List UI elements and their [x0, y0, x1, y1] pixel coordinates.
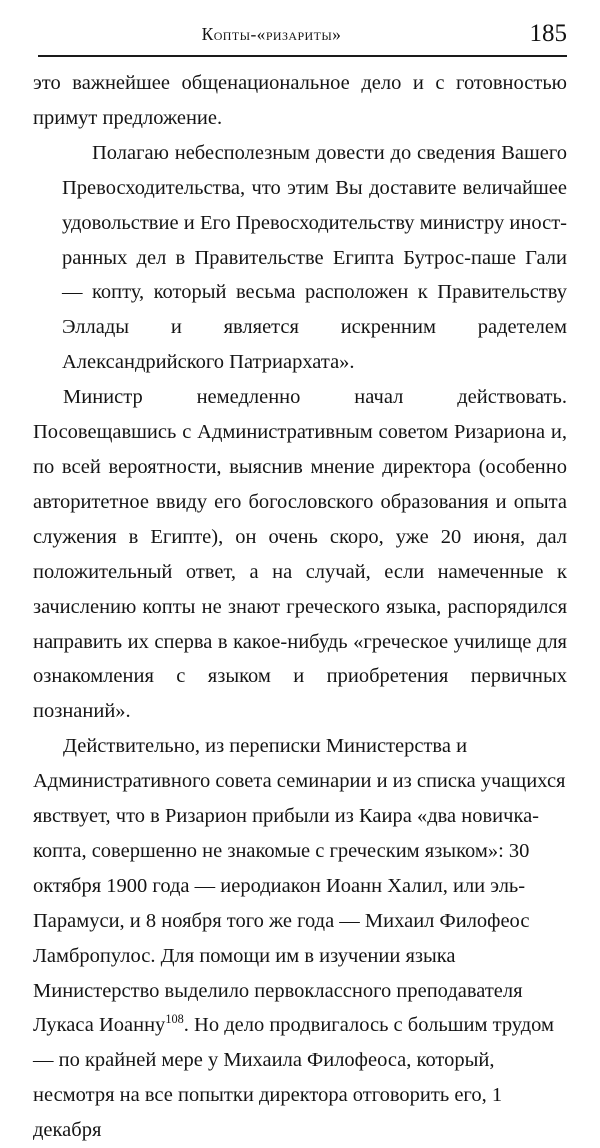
paragraph-3-text-before-note: Действительно, из переписки Министерства и Административного совета семинарии и из списка учащихся явствует, что в Ризарион прибыли из Каира «два новичка-копта, совершенно не знакомые с греческим языком»: 30 октября 1900 года — иеродиакон Иоанн Халил, или эль-Парамуси, и 8 ноября того же года — Михаил Филофеос Ламбропулос. Для помощи им в изучении языка Министерство выделило первоклассного преподавателя Лукаса Иоанну [33, 735, 566, 1037]
paragraph-3-text-after-note: . Но дело продвигалось с большим трудом — по крайней мере у Михаила Филофеоса, который, несмотря на все попытки директора отговорить его, 1 декабря [33, 1014, 555, 1142]
paragraph-3 [33, 729, 567, 1148]
block-quotation [62, 136, 567, 380]
running-head-title: Копты-«ризариты» [201, 24, 342, 44]
page-number: 185 [529, 20, 567, 47]
quotation-paragraph: Полагаю небесполезным довести до сведения Вашего Превосходительства, что этим Вы доставите величайшее удовольствие и Его Превосходительству министру иностранных дел в Правительстве Египта Бутрос-паше Гали — копту, который весьма расположен к Правительству Эллады и является искренним радетелем Александрийского Патриархата». [62, 141, 567, 374]
paragraph-continued: это важнейшее общенациональное дело и с готовностью примут предложение. [33, 72, 567, 129]
footnote-reference-marker[interactable]: 108 [165, 1012, 184, 1027]
header-rule [38, 55, 567, 57]
paragraph-2: Министр немедленно начал действовать. Посовещавшись с Административным советом Ризариона и, по всей вероятности, выяснив мнение директора (особенно авторитетное ввиду его богословского образования и опыта служения в Египте), он очень скоро, уже 20 июня, дал положительный ответ, а на случай, если намеченные к зачислению копты не знают греческого языка, распорядился направить их сперва в какое-нибудь «греческое училище для ознакомления с языком и приобретения первичных познаний». [33, 386, 567, 723]
running-head [38, 20, 567, 54]
text-block [33, 66, 567, 1148]
